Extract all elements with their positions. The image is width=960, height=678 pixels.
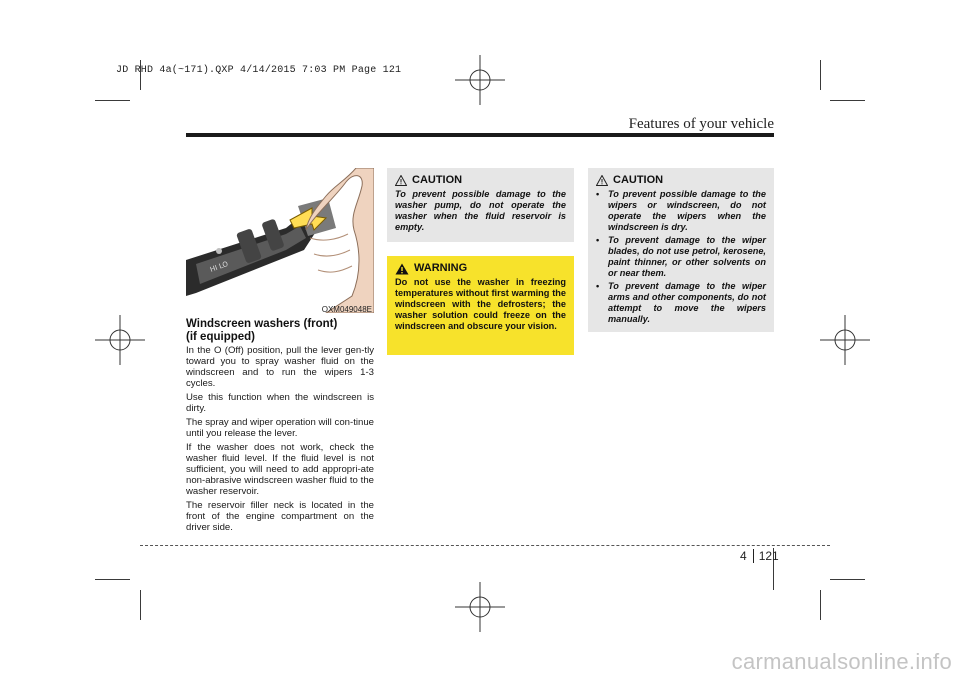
svg-text:HI LO: HI LO: [208, 259, 230, 274]
list-item: [596, 281, 766, 325]
registration-mark-icon: [455, 55, 505, 105]
registration-mark-icon: [95, 315, 145, 365]
header-rule: [186, 133, 774, 137]
registration-mark-icon: [820, 315, 870, 365]
caution-text: To prevent possible damage to the washer pump, do not operate the washer when the fluid reservoir is empty.: [395, 189, 566, 232]
bullet-text: To prevent damage to the wiper blades, do not use petrol, kerosene, paint thinner, or other solvents on or near them.: [608, 235, 766, 278]
warning-text: Do not use the washer in freezing temperatures without first warming the windscreen with the defrosters; the washer solution could freeze on the windscreen and obscure your vision.: [395, 277, 566, 331]
caution-box-washer-pump: [387, 168, 574, 242]
print-file-header: JD RHD 4a(~171).QXP 4/14/2015 7:03 PM Page 121: [116, 65, 402, 76]
crop-mark: [830, 100, 865, 101]
page-number-value: 121: [758, 549, 779, 563]
wiper-lever-illustration: [186, 168, 374, 313]
page-number: [740, 549, 779, 563]
bullet-text: To prevent damage to the wiper arms and other components, do not attempt to move the wipers manually.: [608, 281, 766, 324]
paragraph: In the O (Off) position, pull the lever gen-tly toward you to spray washer fluid on the windscreen and to run the wipers 1-3 cycles.: [186, 345, 374, 389]
caution-title: [395, 174, 566, 187]
registration-mark-icon: [455, 582, 505, 632]
caution-title-text: CAUTION: [613, 174, 664, 186]
crop-mark: [95, 100, 130, 101]
section-heading: Windscreen washers (front) (if equipped): [186, 318, 338, 343]
warning-box-freezing: [387, 256, 574, 355]
wiper-lever-drawing: [186, 168, 374, 313]
warning-triangle-icon: [395, 175, 407, 186]
bullet-icon: •: [596, 189, 600, 199]
footer-rule: [140, 545, 830, 546]
body-text: [186, 345, 374, 536]
caution-title: [596, 174, 766, 187]
bullet-icon: •: [596, 281, 600, 291]
warning-triangle-icon: [596, 175, 608, 186]
paragraph: If the washer does not work, check the washer fluid level. If the fluid level is not sufficient, you will need to add appropri-ate non-abrasive windscreen washer fluid to the washer reservoir.: [186, 442, 374, 497]
section-title: Features of your vehicle: [628, 116, 774, 132]
crop-mark: [820, 60, 821, 90]
watermark: carmanualsonline.info: [731, 649, 952, 674]
bullet-text: To prevent possible damage to the wipers or windscreen, do not operate the wipers when the windscreen is dry.: [608, 189, 766, 232]
list-item: [596, 189, 766, 233]
crop-mark: [95, 579, 130, 580]
chapter-number: 4: [740, 549, 754, 563]
figure-caption: OXM049048E: [321, 305, 372, 314]
caution-bullet-list: [596, 189, 766, 325]
paragraph: The reservoir filler neck is located in the front of the engine compartment on the driver side.: [186, 500, 374, 533]
warning-title-text: WARNING: [414, 262, 468, 274]
paragraph: Use this function when the windscreen is dirty.: [186, 392, 374, 414]
list-item: [596, 235, 766, 279]
crop-mark: [830, 579, 865, 580]
crop-mark: [820, 590, 821, 620]
paragraph: The spray and wiper operation will con-tinue until you release the lever.: [186, 417, 374, 439]
warning-triangle-icon: [395, 263, 409, 275]
bullet-icon: •: [596, 235, 600, 245]
caution-title-text: CAUTION: [412, 174, 463, 186]
warning-title: [395, 262, 566, 275]
caution-box-wipers: [588, 168, 774, 332]
crop-mark: [140, 590, 141, 620]
